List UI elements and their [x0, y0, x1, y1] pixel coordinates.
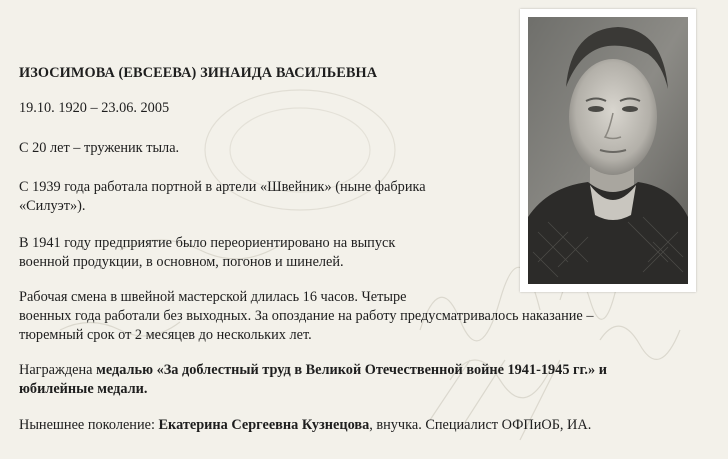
descendant-prefix: Нынешнее поколение: — [19, 417, 159, 433]
person-name-heading: ИЗОСИМОВА (ЕВСЕЕВА) ЗИНАИДА ВАСИЛЬЕВНА — [19, 65, 378, 81]
paragraph-home-front: С 20 лет – труженик тыла. — [19, 140, 180, 156]
life-dates: 19.10. 1920 – 23.06. 2005 — [19, 100, 170, 116]
paragraph-line: «Силуэт»). — [19, 198, 86, 214]
paragraph-line: В 1941 году предприятие было переориентировано на выпуск — [19, 235, 396, 251]
award-medal: медалью «За доблестный труд в Великой Отечественной войне 1941-1945 гг.» и — [96, 362, 607, 378]
paragraph-line: военной продукции, в основном, погонов и шинелей. — [19, 254, 344, 270]
portrait-photo-frame — [520, 9, 696, 292]
paragraph-working-conditions — [19, 288, 594, 345]
paragraph-awards — [19, 361, 709, 399]
award-prefix: Награждена — [19, 362, 97, 378]
paragraph-military-production — [19, 234, 395, 272]
paragraph-work — [19, 178, 426, 216]
paragraph-line: тюремный срок от 2 месяцев до нескольких лет. — [19, 327, 312, 343]
paragraph-descendant — [19, 416, 591, 435]
award-medal-continued: юбилейные медали. — [19, 381, 148, 397]
paragraph-line: С 1939 года работала портной в артели «Швейник» (ныне фабрика — [19, 179, 426, 195]
paragraph-line: военных года работали без выходных. За опоздание на работу предусматривалось наказание – — [19, 308, 594, 324]
descendant-suffix: , внучка. Специалист ОФПиОБ, ИА. — [369, 417, 592, 433]
descendant-name: Екатерина Сергеевна Кузнецова — [158, 417, 370, 433]
paragraph-line: Рабочая смена в швейной мастерской длилась 16 часов. Четыре — [19, 289, 407, 305]
portrait-photo — [528, 17, 688, 284]
